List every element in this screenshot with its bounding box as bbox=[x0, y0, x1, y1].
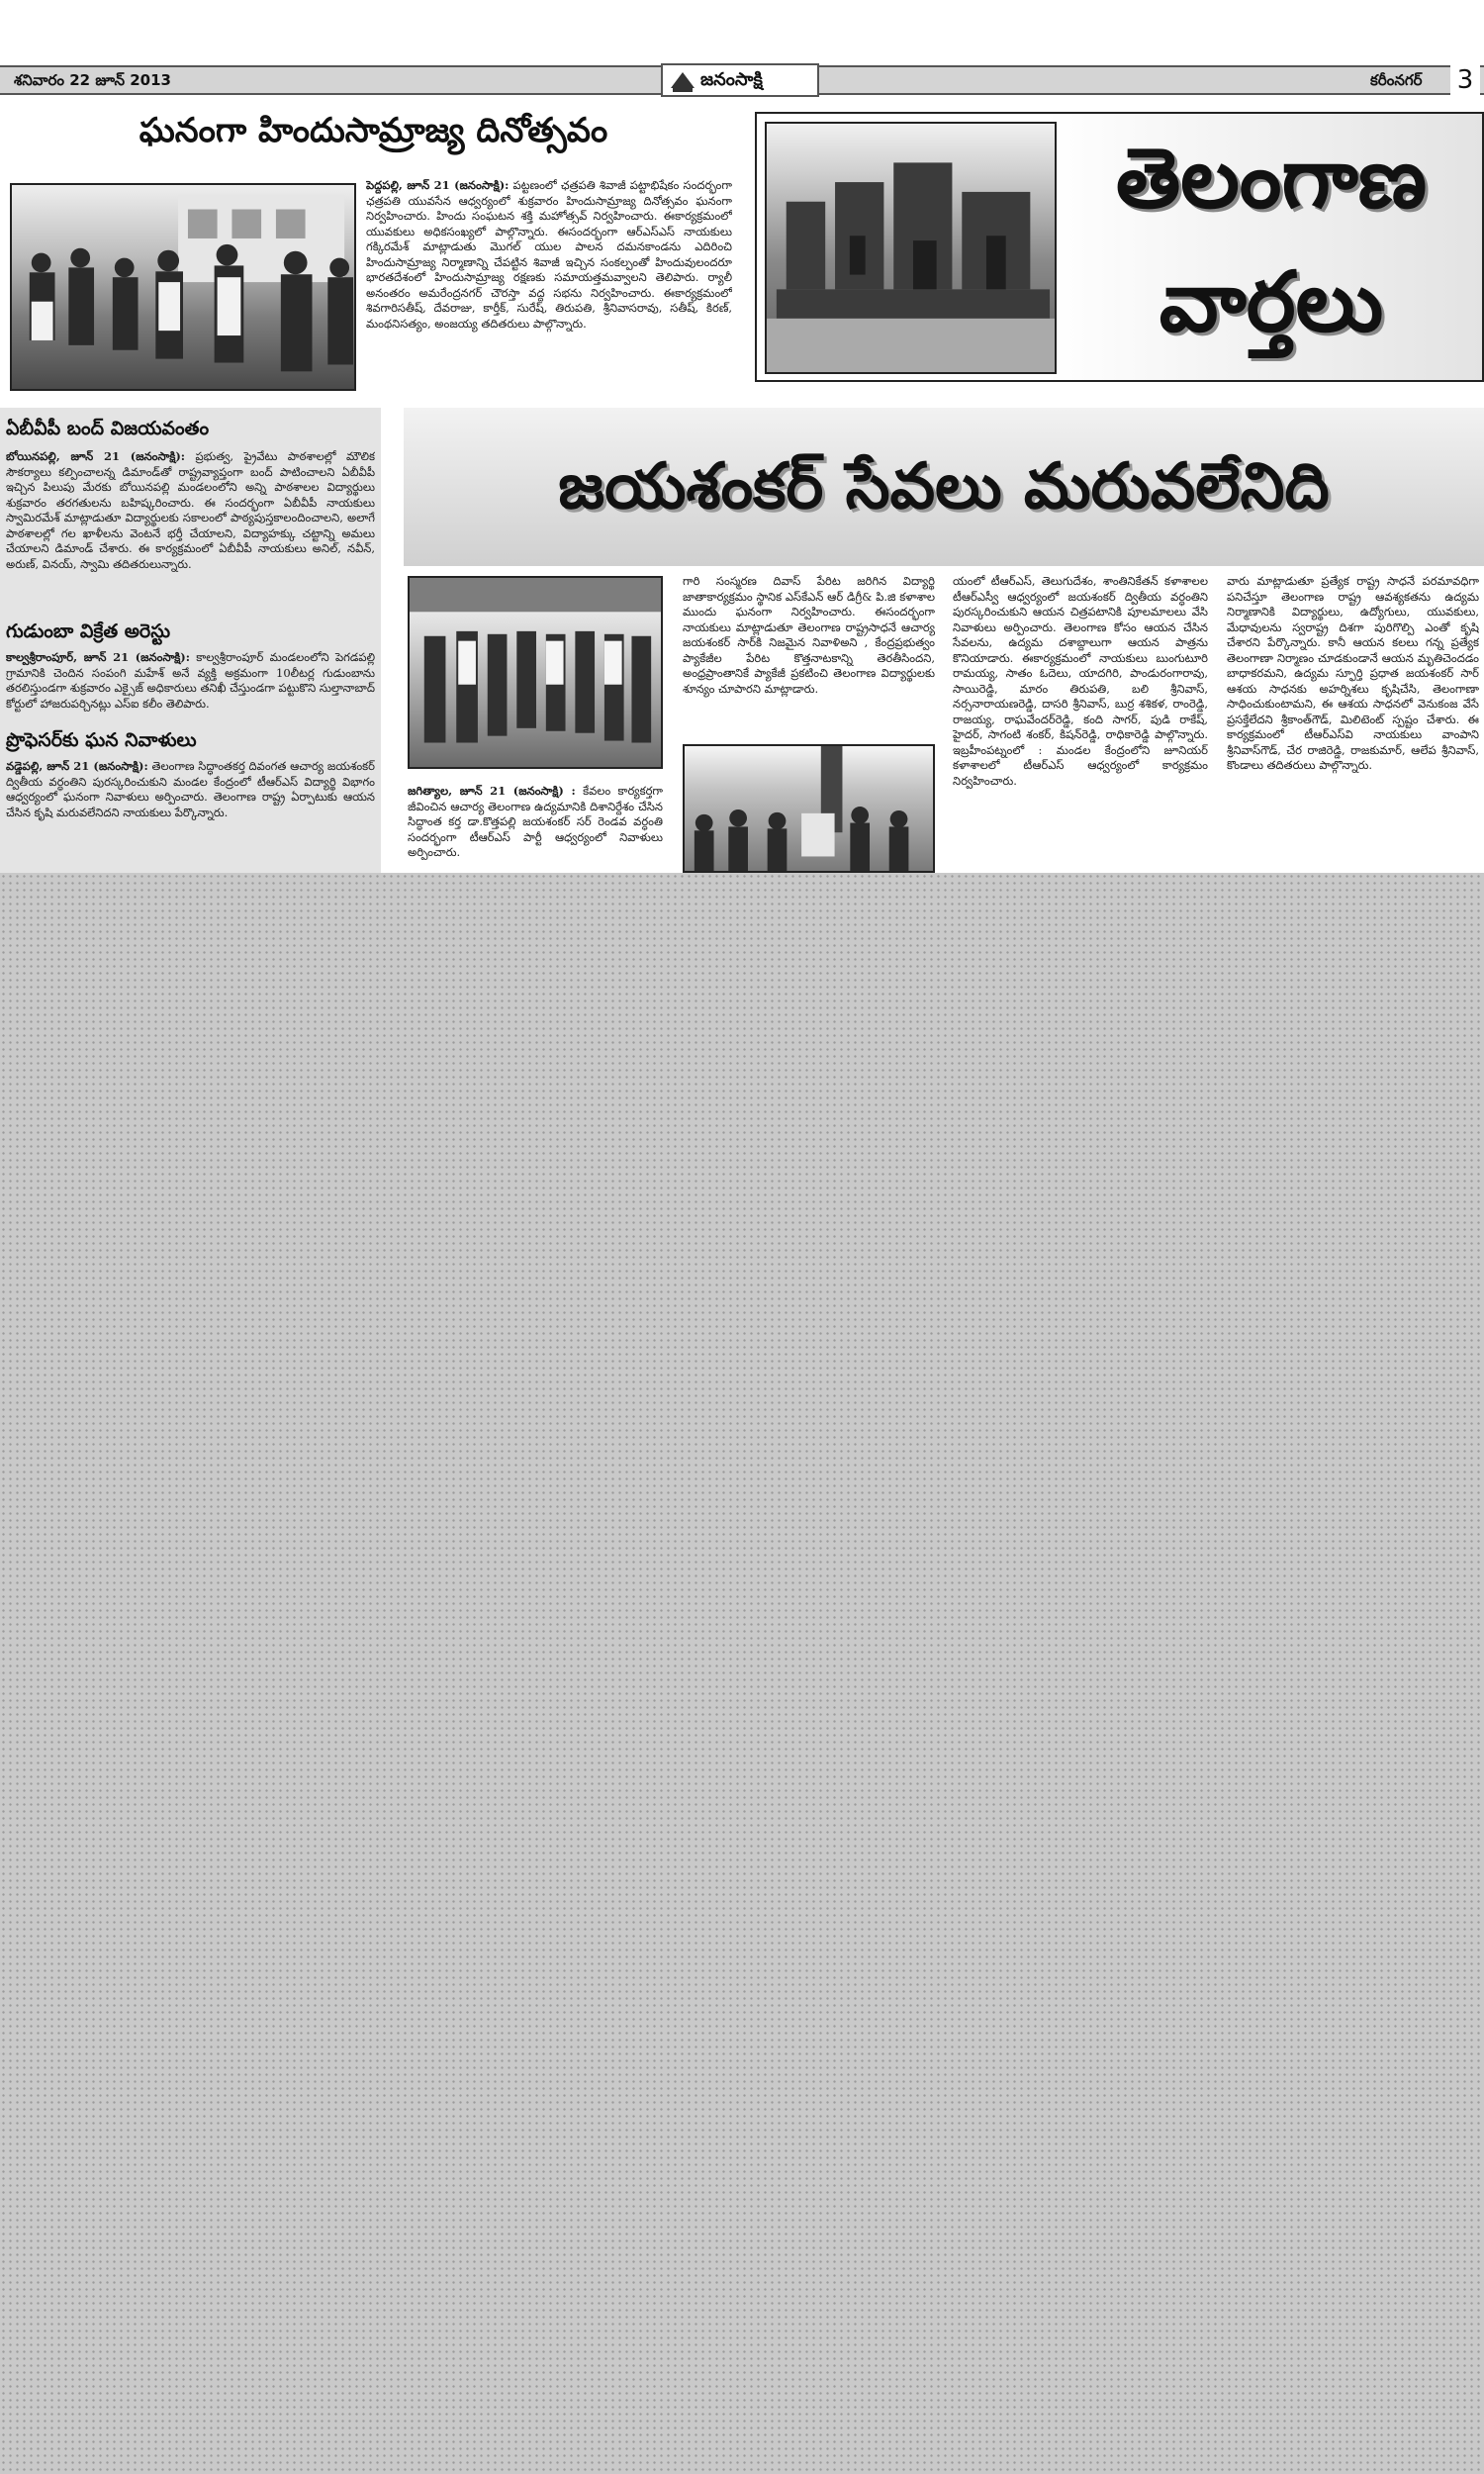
left-item-2-body bbox=[6, 650, 375, 729]
left-item-3-body bbox=[6, 759, 375, 870]
left-item-3-headline: ప్రొఫెసర్‌కు ఘన నివాళులు bbox=[6, 729, 197, 751]
masthead-logo-icon bbox=[669, 68, 696, 94]
main-photo-1 bbox=[408, 576, 663, 769]
page-number: 3 bbox=[1450, 63, 1480, 97]
left-item-3-dateline: వడ్డెపల్లి, జూన్ 21 (జనంసాక్షి): bbox=[6, 759, 148, 773]
story-top-photo bbox=[10, 183, 356, 391]
masthead bbox=[661, 63, 819, 97]
main-col-4: వారు మాట్లాడుతూ ప్రత్యేక రాష్ట్ర సాధనే పరమావధిగా పనిచేస్తూ తెలంగాణ రాష్ట్ర ఆవశ్యకతను ఉద్యమ నిర్మాణానికి విద్యార్థులు, ఉద్యోగులు, యువకులు, మేధావులను స్వరాష్ట్ర దిశగా పురిగొల్పి ఎంతో కృషి చేశారని పేర్కొన్నారు. కానీ ఆయన కలలు గన్న ప్రత్యేక తెలంగాణా నిర్మాణం చూడకుండానే ఆయన మృతిచెందడం బాధాకరమని, ఉద్యమ స్ఫూర్తి ప్రధాత జయశంకర్ సార్ ఆశయ సాధనకు అహర్నిశలు కృషిచేసి, తెలంగాణా సాధించుకుంటామని, ఈ ఆశయ సాధనలో వెనుకంజ వేసే ప్రసక్తేలేదని శ్రీకాంత్‌గౌడ్, మిలిటెంట్ స్పష్టం చేశారు. ఈ కార్యక్రమంలో టీఆర్ఎస్‌వి నాయకులు వాంపాని శ్రీనివాస్‌గౌడ్, చేర రాజిరెడ్డి, రాజకుమార్, ఆలేప శ్రీనివాస్, కొండాలు తదితరులు పాల్గొన్నారు. bbox=[1227, 574, 1479, 772]
masthead-title: జనంసాక్షి bbox=[700, 69, 763, 90]
left-item-1-headline: ఏబీవీపీ బంద్ విజయవంతం bbox=[6, 418, 210, 439]
unscanned-area bbox=[0, 873, 1484, 2474]
banner-title-line1: తెలంగాణ bbox=[1115, 129, 1428, 227]
left-item-2-headline: గుడుంబా విక్రేత అరెస్టు bbox=[6, 620, 171, 642]
main-col-1-dateline: జగిత్యాల, జూన్ 21 (జనంసాక్షి) : bbox=[408, 784, 576, 798]
left-news-panel bbox=[0, 408, 381, 873]
banner-fort-photo bbox=[765, 122, 1057, 374]
main-photo-2 bbox=[683, 744, 935, 873]
banner-title-line2: వార్తలు bbox=[1159, 252, 1384, 350]
main-headline: జయశంకర్ సేవలు మరువలేనిది bbox=[558, 449, 1330, 523]
story-top-text: పట్టణంలో ఛత్రపతి శివాజీ పట్టాభిషేకం సందర్భంగా ఛత్రపతి యువసేన ఆధ్వర్యంలో శుక్రవారం హిందుసామ్రాజ్య దినోత్సవం ఘనంగా నిర్వహించారు. హిందు సంఘటన శక్తి మహోత్సవ్ నిర్వహించారు. ఈకార్యక్రమంలో యువకులు అధికసంఖ్యలో పాల్గొన్నారు. ఈసందర్భంగా ఆర్ఎస్ఎస్ నాయకులు గక్కిరమేశ్ మాట్లాడుతు మొగల్ యుల పాలన దమనకాండను ఎదిరించి హిందుసామ్రాజ్య నిర్మాణాన్ని చేపట్టిన శివాజీ ఇచ్చిన సంకల్పంతో హిందువులందరూ భారతదేశంలో హిందుసామ్రాజ్య రక్షణకు సమాయత్తమవ్వాలని తెలిపారు. ర్యాలీ అనంతరం అమరేంద్రనగర్ చౌరస్తా వద్ద సభను నిర్వహించారు. ఈకార్యక్రమంలో శివగారిసతీష్, దేవరాజు, కార్తీక్, సురేష్, తిరుపతి, శ్రీనివాసరావు, సతీష్, కిరణ్, మంథనిసత్యం, అంజయ్య తదితరులు పాల్గొన్నారు. bbox=[366, 178, 732, 331]
region-label: కరీంనగర్ bbox=[1370, 71, 1423, 89]
main-col-2: గారి సంస్మరణ దివాస్ పేరిట జరిగిన విద్యార్థి జాతాకార్యక్రమం స్థానిక ఎస్‌కేఎన్ ఆర్ డిగ్రీ& పి.జి కళాశాల ముందు ఘనంగా నిర్వహించారు. ఈసందర్భంగా నాయకులు మాట్లాడుతూ తెలంగాణ రాష్ట్రసాధనే ఆచార్య జయశంకర్ సార్‌కి నిజమైన నివాళిఅని , కేంద్రప్రభుత్వం ప్యాకేజీల పేరిట కొత్తనాటకాన్ని తెరతీసిందని, అంధ్రప్రాంతానికే ప్యాకేజీ ప్రకటించి తెలంగాణ విద్యార్థులకు శూన్యం చూపారని మాట్లాడారు. bbox=[683, 574, 935, 696]
section-banner bbox=[755, 112, 1484, 382]
story-top-body bbox=[366, 178, 732, 388]
main-col-3: యంలో టీఆర్ఎస్, తెలుగుదేశం, శాంతినికేతన్ కళాశాలల టీఆర్ఎస్వీ ఆధ్వర్యంలో జయశంకర్ ద్వితీయ వర్ధంతిని పురస్కరించుకుని ఆయన చిత్రపటానికి పూలమాలలు వేసి నివాళులు అర్పించారు. తెలంగాణ కోసం ఆయన చేసిన సేవలను, ఉద్యమ దశాబ్దాలుగా ఆయన పాత్రను కొనియాడారు. ఈకార్యక్రమంలో నాయకులు బుంగుటూరి రామయ్య, సాతం ఓదెలు, యాదగిరి, పాండురంగారావు, సాయిరెడ్డి, మారం తిరుపతి, బలి శ్రీనివాస్, నర్సనారాయణరెడ్డి, దాసరి శ్రీనివాస్, బుర్ర శశికళ, రాంరెడ్డి, రాజయ్య, రాఘవేందర్‌రెడ్డి, కంది సాగర్, పుడి రాకేష్, హైదర్, సాగంటి శంకర్, కిషన్‌రెడ్డి, రాధికారెడ్డి పాల్గొన్నారు. ఇబ్రహీంపట్నంలో : మండల కేంద్రంలోని జూనియర్ కళాశాలలో టీఆర్ఎస్ ఆధ్వర్యంలో కార్యక్రమం నిర్వహించారు. bbox=[953, 574, 1208, 788]
issue-date: శనివారం 22 జూన్ 2013 bbox=[14, 71, 171, 89]
left-item-2-text: కాల్వశ్రీరాంపూర్ మండలంలోని పెగడపల్లి గ్రామానికి చెందిన సంపంగి మహేశ్ అనే వ్యక్తి అక్రమంగా 10లీటర్ల గుడుంబాను తరలిస్తుండగా శుక్రవారం ఎక్సైజ్ అధికారులు తనిఖీ చేస్తుండగా పట్టుకొని సుల్తానాబాద్ కోర్టులో హాజరుపర్చినట్లు ఎస్ఐ కలీం తెలిపారు. bbox=[6, 650, 375, 711]
main-headline-box bbox=[404, 408, 1484, 566]
left-item-1-body bbox=[6, 449, 375, 647]
left-item-3-text: తెలంగాణ సిద్ధాంతకర్త దివంగత ఆచార్య జయశంకర్ ద్వితీయ వర్ధంతిని పురస్కరించుకుని మండల కేంద్రంలో టీఆర్ఎస్ విద్యార్థి విభాగం ఆధ్వర్యంలో ఘనంగా నివాళులు అర్పించారు. తెలంగాణ రాష్ట్ర ఏర్పాటుకు ఆయన చేసిన కృషి మరువలేనిదని నాయకులు పేర్కొన్నారు. bbox=[6, 759, 375, 819]
left-item-1-dateline: బోయినపల్లి, జూన్ 21 (జనంసాక్షి): bbox=[6, 449, 186, 463]
story-top-dateline: పెద్దపల్లి, జూన్ 21 (జనంసాక్షి): bbox=[366, 178, 510, 192]
story-top-headline: ఘనంగా హిందుసామ్రాజ్య దినోత్సవం bbox=[139, 111, 608, 150]
main-col-1-text: కేవలం కార్యకర్తగా జీవించిన ఆచార్య తెలంగాణ ఉద్యమానికి దిశానిర్దేశం చేసిన సిద్ధాంత కర్త డా.కొత్తపల్లి జయశంకర్ సర్ రెండవ వర్ధంతి సందర్భంగా టీఆర్ఎస్ పార్టీ ఆధ్వర్యంలో నివాళులు అర్పించారు. bbox=[408, 784, 663, 859]
left-item-1-text: ప్రభుత్వ, ప్రైవేటు పాఠశాలల్లో మౌలిక సౌకర్యాలు కల్పించాలన్న డిమాండ్‌తో రాష్ట్రవ్యాప్తంగా బంద్ పాటించాలని ఏబీవీపీ ఇచ్చిన పిలుపు మేరకు బోయినపల్లి మండలంలోని అన్ని పాఠశాలల విద్యార్థులు శుక్రవారం తరగతులను బహిష్కరించారు. ఈ సందర్భంగా ఏబీవీపీ నాయకులు స్వామిరమేశ్ మాట్లాడుతూ విద్యార్థులకు సకాలంలో పాఠ్యపుస్తకాలందించాలని, అలాగే పాఠశాలల్లో గల ఖాళీలను వెంటనే భర్తీ చేయాలని, విద్యాహక్కు చట్టాన్ని అమలు చేయాలని డిమాండ్ చేశారు. ఈ కార్యక్రమంలో ఏబీవీపీ నాయకులు అనిల్, నవీన్, అరుణ్, వినయ్, స్వామి తదితరులున్నారు. bbox=[6, 449, 375, 571]
main-col-1 bbox=[408, 784, 663, 871]
left-item-2-dateline: కాల్వశ్రీరాంపూర్, జూన్ 21 (జనంసాక్షి): bbox=[6, 650, 190, 664]
